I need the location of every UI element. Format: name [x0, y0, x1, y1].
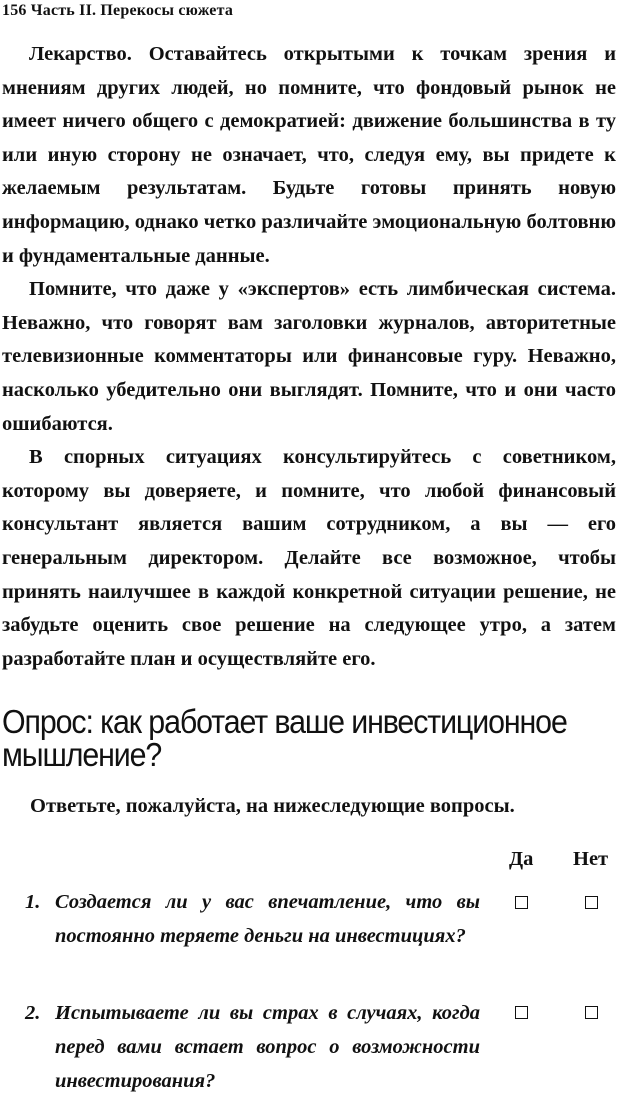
paragraph-advisor	[2, 441, 616, 676]
question-2	[25, 996, 480, 1098]
running-header: 156 Часть II. Перекосы сюжета	[2, 2, 234, 19]
paragraph-text: В спорных ситуациях консультируйтесь с советником, которому вы доверяете, и помните, что любой финансовый консультант является вашим сотрудником, а вы — его генеральным директором. Делайте все возможное, чтобы принять наилучшее в каждой конкретной ситуации решение, не забудьте оценить свое решение на следующее утро, а затем разработайте план и осуществляйте его.	[2, 446, 616, 670]
question-number: 1.	[25, 891, 41, 913]
no-checkbox-q1[interactable]	[585, 896, 598, 909]
section-title: Опрос: как работает ваше инвестиционное мышление?	[2, 703, 567, 773]
column-header-no: Нет	[573, 848, 609, 870]
question-text: Испытываете ли вы страх в случаях, когда перед вами встает вопрос о возможности инвестирования?	[55, 1002, 480, 1092]
yes-checkbox-q2[interactable]	[515, 1006, 528, 1019]
paragraph-text: Оставайтесь открытыми к точкам зрения и мнениям других людей, но помните, что фондовый рынок не имеет ничего общего с демократией: движение большинства в ту или иную сторону не означает, что, следуя ему, вы придете к желаемым результатам. Будьте готовы принять новую информацию, однако четко различайте эмоциональную болтовню и фундаментальные данные.	[2, 43, 617, 267]
no-checkbox-q2[interactable]	[585, 1006, 598, 1019]
paragraph-lead: Лекарство.	[29, 43, 132, 65]
paragraph-text: Помните, что даже у «экспертов» есть лимбическая система. Неважно, что говорят вам заголовки журналов, авторитетные телевизионные комментаторы или финансовые гуру. Неважно, насколько убедительно они выглядят. Помните, что и они часто ошибаются.	[2, 278, 616, 435]
column-header-yes: Да	[509, 848, 534, 870]
body-text	[2, 38, 616, 676]
question-number: 2.	[25, 1002, 41, 1024]
question-text: Создается ли у вас впечатление, что вы постоянно теряете деньги на инвестициях?	[55, 891, 480, 947]
question-1	[25, 885, 480, 953]
paragraph-remedy	[2, 38, 616, 273]
yes-checkbox-q1[interactable]	[515, 896, 528, 909]
survey-intro: Ответьте, пожалуйста, на нижеследующие вопросы.	[30, 795, 515, 817]
paragraph-experts	[2, 273, 616, 441]
